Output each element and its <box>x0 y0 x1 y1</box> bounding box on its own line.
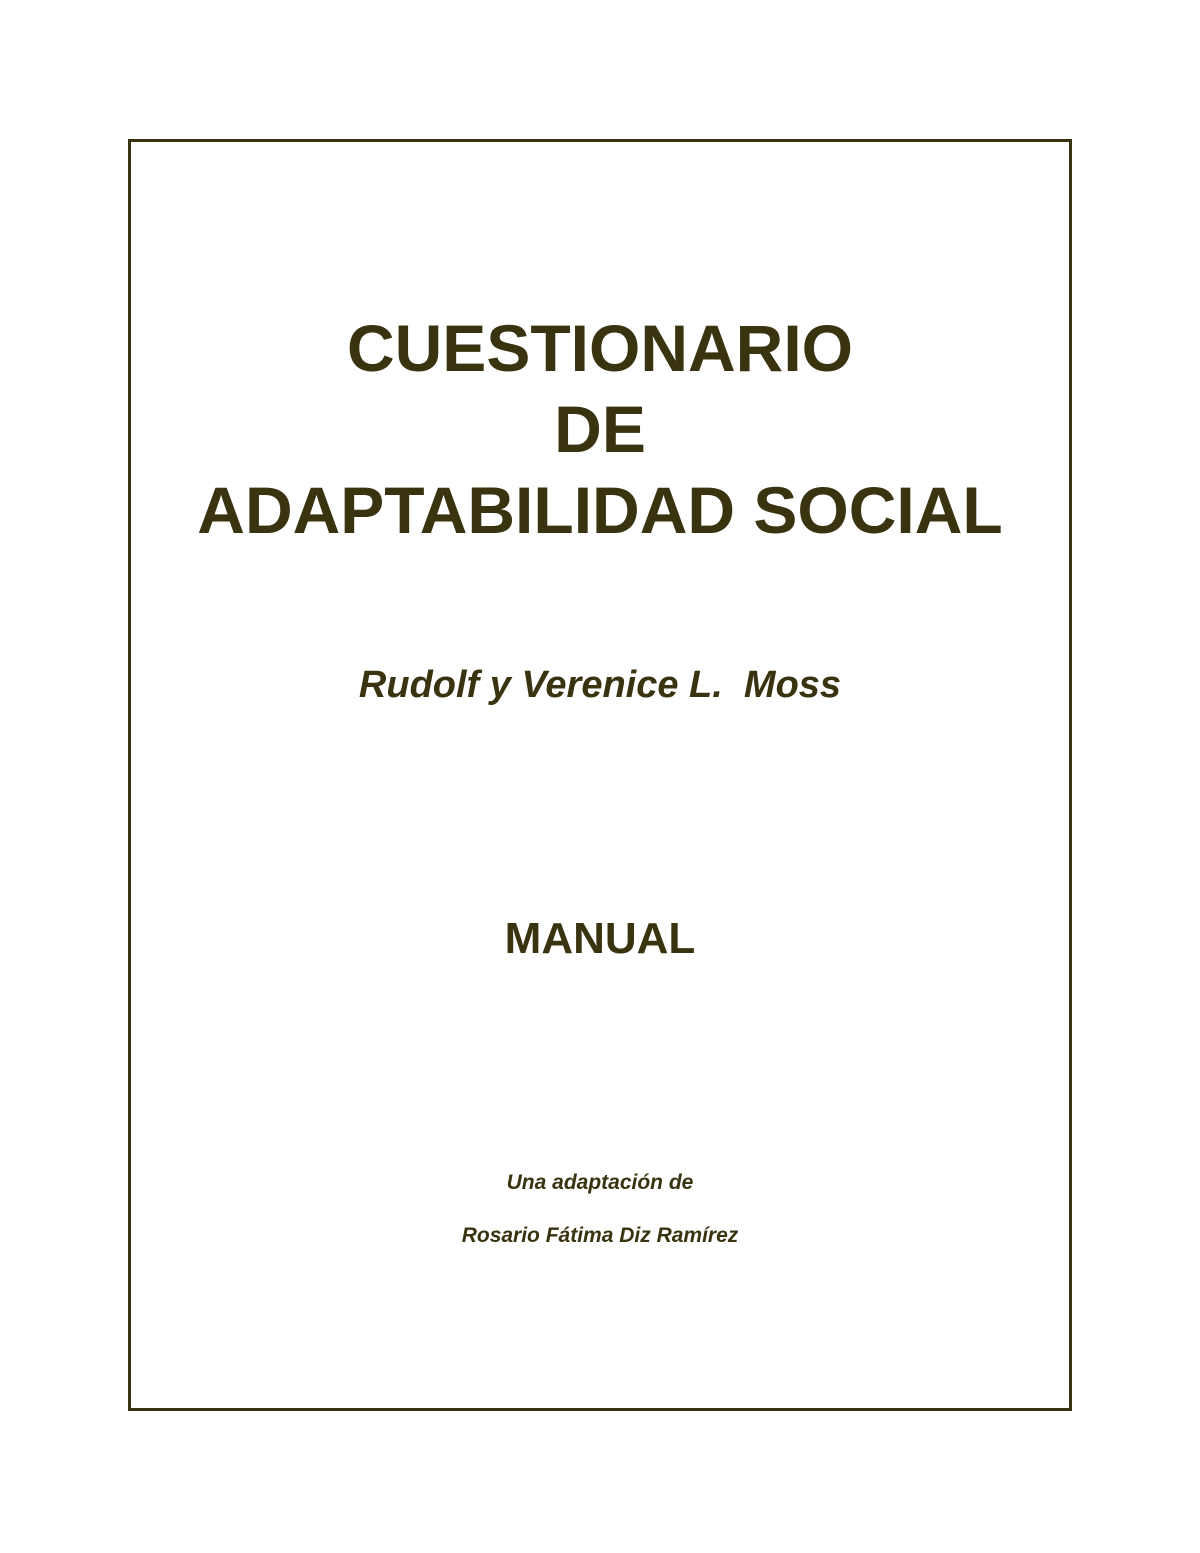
adapter-name: Rosario Fátima Diz Ramírez <box>461 1224 739 1247</box>
adaptation-label: Una adaptación de <box>506 1171 694 1194</box>
document-title <box>0 308 1200 551</box>
title-line-3: ADAPTABILIDAD SOCIAL <box>197 473 1003 547</box>
title-line-1: CUESTIONARIO <box>346 311 854 385</box>
manual-subtitle: MANUAL <box>504 914 696 963</box>
authors: Rudolf y Verenice L. Moss <box>358 664 842 706</box>
title-line-2: DE <box>554 392 646 466</box>
